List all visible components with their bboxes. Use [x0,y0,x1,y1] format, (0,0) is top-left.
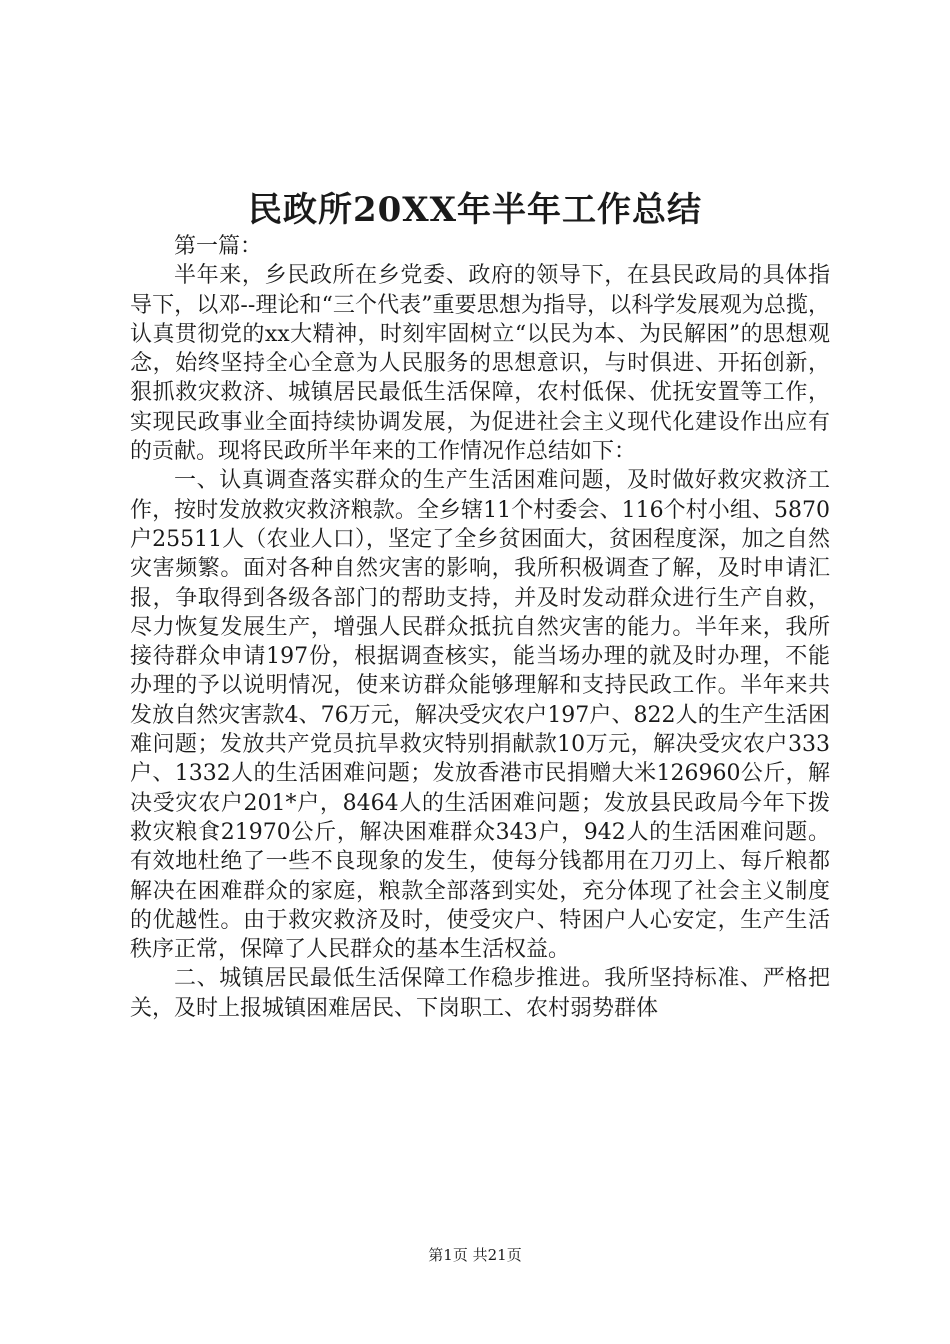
paragraph-relief: 一、认真调查落实群众的生产生活困难问题，及时做好救灾救济工作，按时发放救灾救济粮款。全乡辖11个村委会、116个村小组、5870户25511人（农业人口），坚定了全乡贫困面大，贫困程度深，加之自然灾害频繁。面对各种自然灾害的影响，我所积极调查了解，及时申请汇报，争取得到各级各部门的帮助支持，并及时发动群众进行生产自救，尽力恢复发展生产，增强人民群众抵抗自然灾害的能力。半年来，我所接待群众申请197份，根据调查核实，能当场办理的就及时办理，不能办理的予以说明情况，使来访群众能够理解和支持民政工作。半年来共发放自然灾害款4、76万元，解决受灾农户197户、822人的生产生活困难问题；发放共产党员抗旱救灾特别捐献款10万元，解决受灾农户333户、1332人的生活困难问题；发放香港市民捐赠大米126960公斤，解决受灾农户201*户，8464人的生活困难问题；发放县民政局今年下拨救灾粮食21970公斤，解决困难群众343户，942人的生活困难问题。有效地杜绝了一些不良现象的发生，使每分钱都用在刀刃上、每斤粮都解决在困难群众的家庭，粮款全部落到实处，充分体现了社会主义制度的优越性。由于救灾救济及时，使受灾户、特困户人心安定，生产生活秩序正常，保障了人民群众的基本生活权益。 [130,468,830,963]
document-body [130,232,830,1023]
paragraph-intro: 半年来，乡民政所在乡党委、政府的领导下，在县民政局的具体指导下，以邓--理论和“三个代表”重要思想为指导，以科学发展观为总揽，认真贯彻党的xx大精神，时刻牢固树立“以民为本、为民解困”的思想观念，始终坚持全心全意为人民服务的思想意识，与时俱进、开拓创新，狠抓救灾救济、城镇居民最低生活保障，农村低保、优抚安置等工作，实现民政事业全面持续协调发展，为促进社会主义现代化建设作出应有的贡献。现将民政所半年来的工作情况作总结如下： [130,263,830,465]
paragraph-minimum-living: 二、城镇居民最低生活保障工作稳步推进。我所坚持标准、严格把关，及时上报城镇困难居民、下岗职工、农村弱势群体 [130,966,830,1021]
document-title: 民政所20XX年半年工作总结 [247,190,703,230]
section-heading: 第一篇： [174,234,263,259]
page-footer: 第1页 共21页 [428,1246,522,1264]
